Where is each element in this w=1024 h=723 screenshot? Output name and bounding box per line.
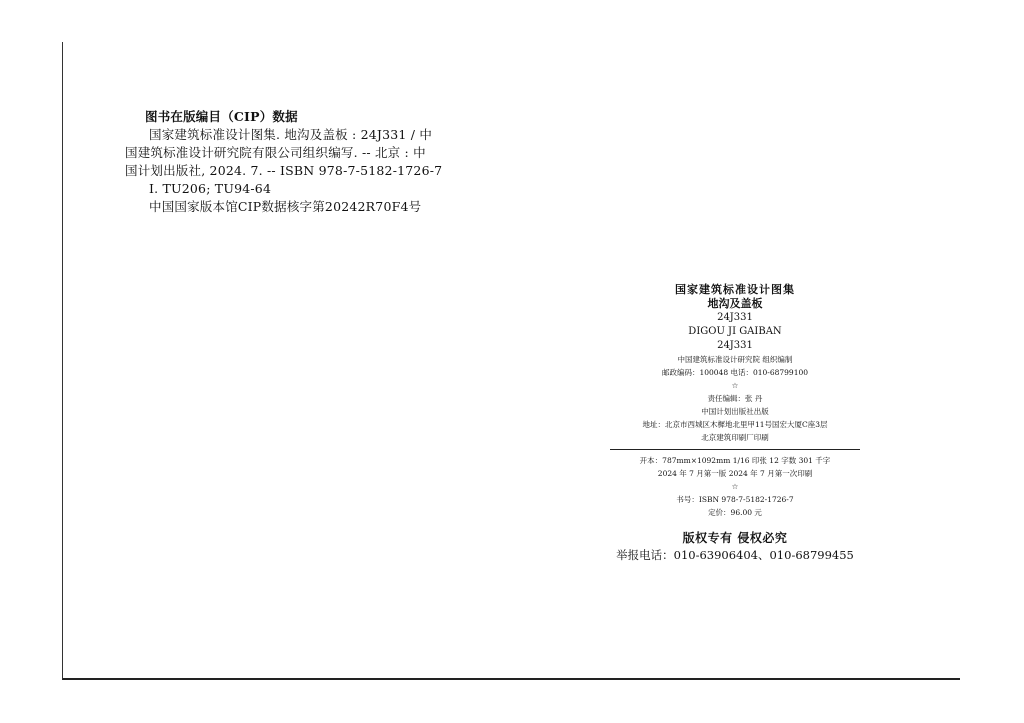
cip-line: 国计划出版社, 2024. 7. -- ISBN 978-7-5182-1726-7 [125,163,443,178]
report-phone: 举报电话：010-63906404、010-68799455 [616,548,854,562]
spacer [610,519,860,529]
cip-data-block [127,108,517,216]
publisher-address: 地址：北京市西城区木樨地北里甲11号国宏大厦C座3层 [642,420,828,429]
cip-line: 国家建筑标准设计图集. 地沟及盖板 : 24J331 / 中 [149,127,433,142]
book-code: 24J331 [717,312,753,323]
book-title-pinyin: DIGOU JI GAIBAN [688,326,782,337]
cip-line: Ⅰ. TU206; TU94-64 [149,181,272,196]
colophon-block [610,283,860,564]
isbn: 书号：ISBN 978-7-5182-1726-7 [676,495,794,504]
copyright-notice: 版权专有 侵权必究 [682,531,788,545]
cip-title: 图书在版编目（CIP）数据 [145,109,298,124]
postal-contact: 邮政编码：100048 电话：010-68799100 [661,368,809,377]
book-title: 地沟及盖板 [707,297,763,310]
cip-line: 国建筑标准设计研究院有限公司组织编写. -- 北京 : 中 [125,145,426,160]
price: 定价：96.00 元 [708,508,762,517]
divider-rule [610,449,860,450]
series-title: 国家建筑标准设计图集 [675,283,795,296]
cip-line: 中国国家版本馆CIP数据核字第20242R70F4号 [149,199,422,214]
publisher: 中国计划出版社出版 [701,407,769,416]
book-code: 24J331 [717,340,753,351]
printer: 北京建筑印刷厂印刷 [701,433,769,442]
star-divider: ☆ [731,482,739,491]
format-info: 开本：787mm×1092mm 1/16 印张 12 字数 301 千字 [639,456,831,465]
compiling-organization: 中国建筑标准设计研究院 组织编制 [677,355,793,364]
edition-info: 2024 年 7 月第一版 2024 年 7 月第一次印刷 [657,469,813,478]
star-divider: ☆ [731,381,739,390]
responsible-editor: 责任编辑：张 丹 [707,394,763,403]
